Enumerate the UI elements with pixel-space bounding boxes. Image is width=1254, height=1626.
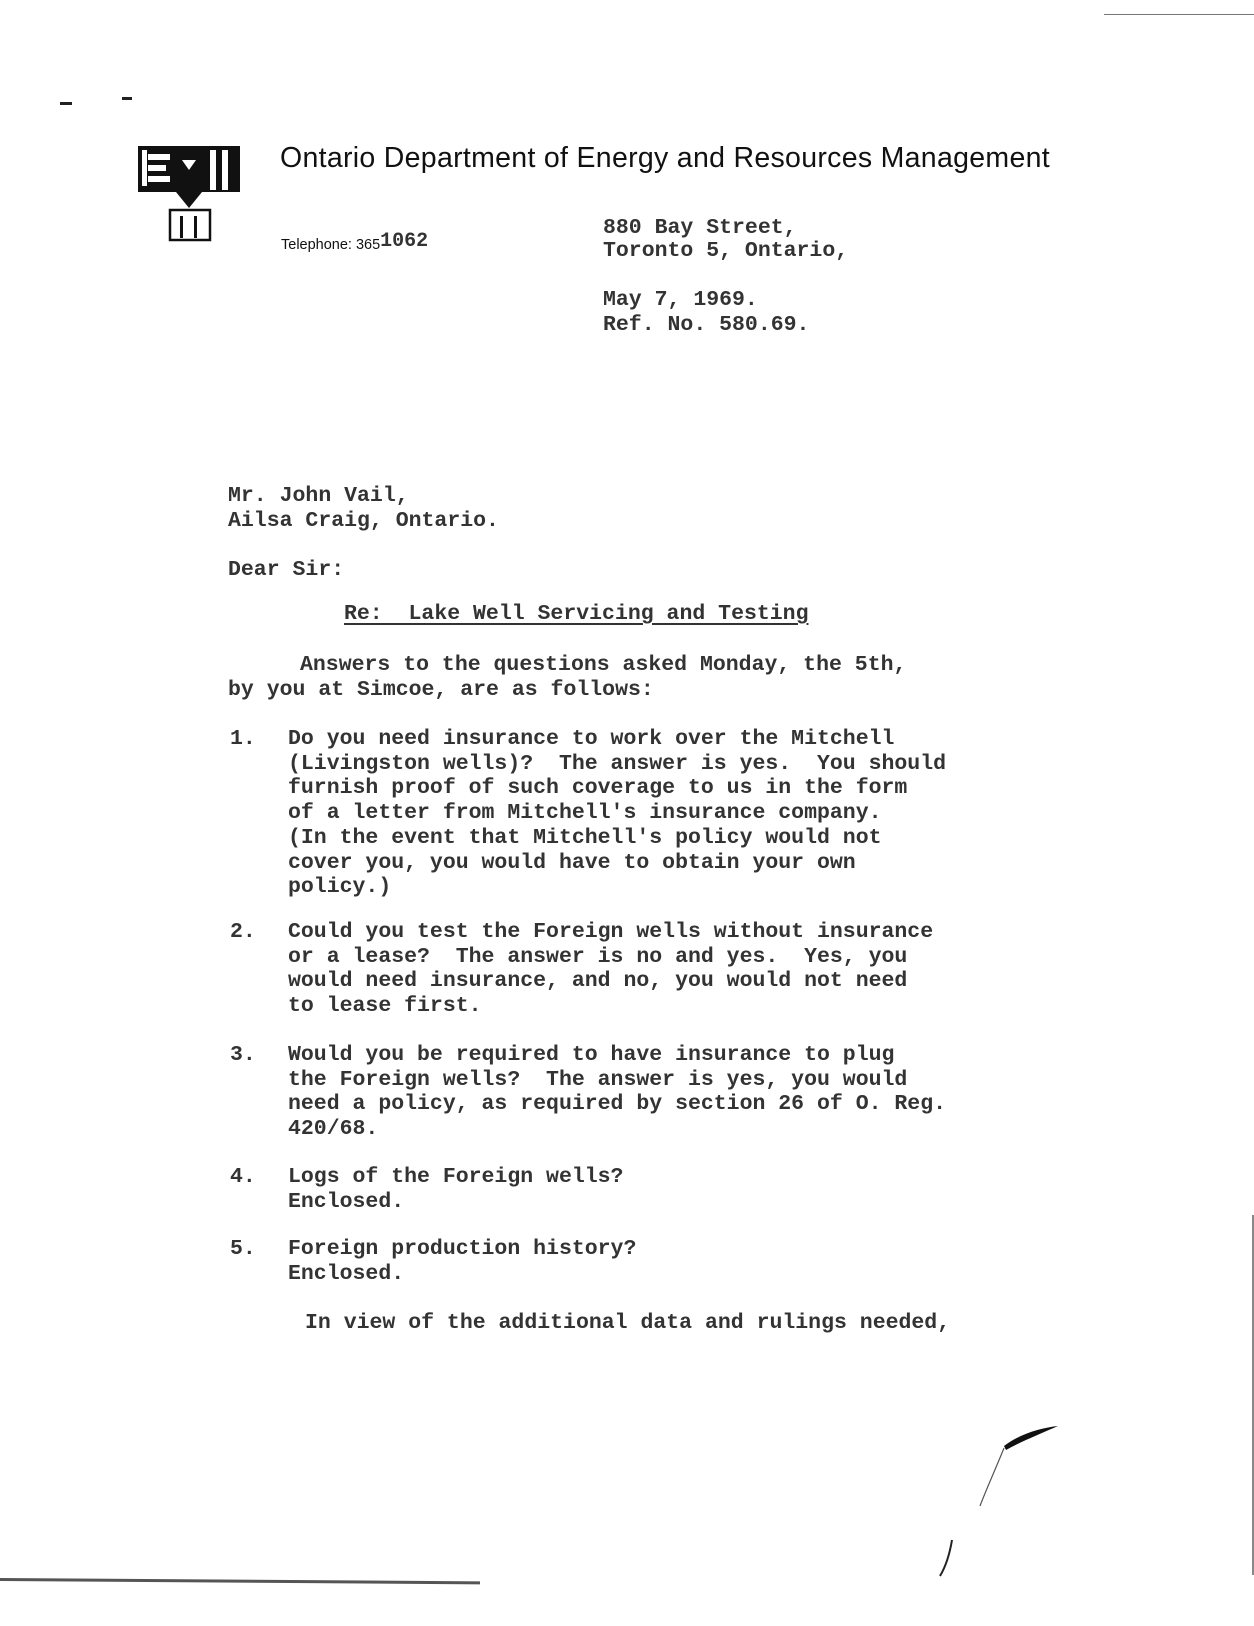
intro-line-1: Answers to the questions asked Monday, the 5th, [300,653,907,677]
subject-line: Re: Lake Well Servicing and Testing [344,602,809,626]
recipient-location: Ailsa Craig, Ontario. [228,509,499,533]
scan-edge-line [0,1578,480,1584]
address-line-1: 880 Bay Street, [603,216,797,240]
item-number: 1. [230,727,256,751]
letter-date: May 7, 1969. [603,288,758,312]
closing-fragment: In view of the additional data and rulings needed, [305,1311,951,1335]
telephone [281,230,429,256]
erm-logo [136,144,244,242]
recipient-name: Mr. John Vail, [228,484,409,508]
address-line-2: Toronto 5, Ontario, [603,239,849,263]
item-text: Would you be required to have insurance to plug the Foreign wells? The answer is yes, you would need a policy, as required by section 26 of O. Reg. 420/68. [288,1043,947,1142]
intro-line-2: by you at Simcoe, are as follows: [228,678,654,702]
scan-speck [60,102,72,105]
scan-edge-line [1104,14,1254,15]
item-number: 5. [230,1237,256,1261]
reference-number: Ref. No. 580.69. [603,313,810,337]
telephone-label: Telephone: 365 [281,237,381,253]
item-number: 4. [230,1165,256,1189]
item-number: 3. [230,1043,256,1067]
department-name: Ontario Department of Energy and Resources Management [280,142,1050,174]
item-text: Do you need insurance to work over the Mitchell (Livingston wells)? The answer is yes. You should furnish proof of such coverage to us in the form of a letter from Mitchell's insurance company. (In the event that Mitchell's policy would not cover you, you would have to obtain your own policy.) [288,727,947,900]
item-text: Foreign production history? Enclosed. [288,1237,637,1286]
item-text: Logs of the Foreign wells? Enclosed. [288,1165,624,1214]
item-number: 2. [230,920,256,944]
item-text: Could you test the Foreign wells without insurance or a lease? The answer is no and yes. Yes, you would need insurance, and no, you would not need to lease first. [288,920,934,1019]
telephone-number: 1062 [380,230,429,253]
salutation: Dear Sir: [228,558,345,582]
pen-mark [920,1420,1070,1580]
scan-speck [122,97,132,100]
